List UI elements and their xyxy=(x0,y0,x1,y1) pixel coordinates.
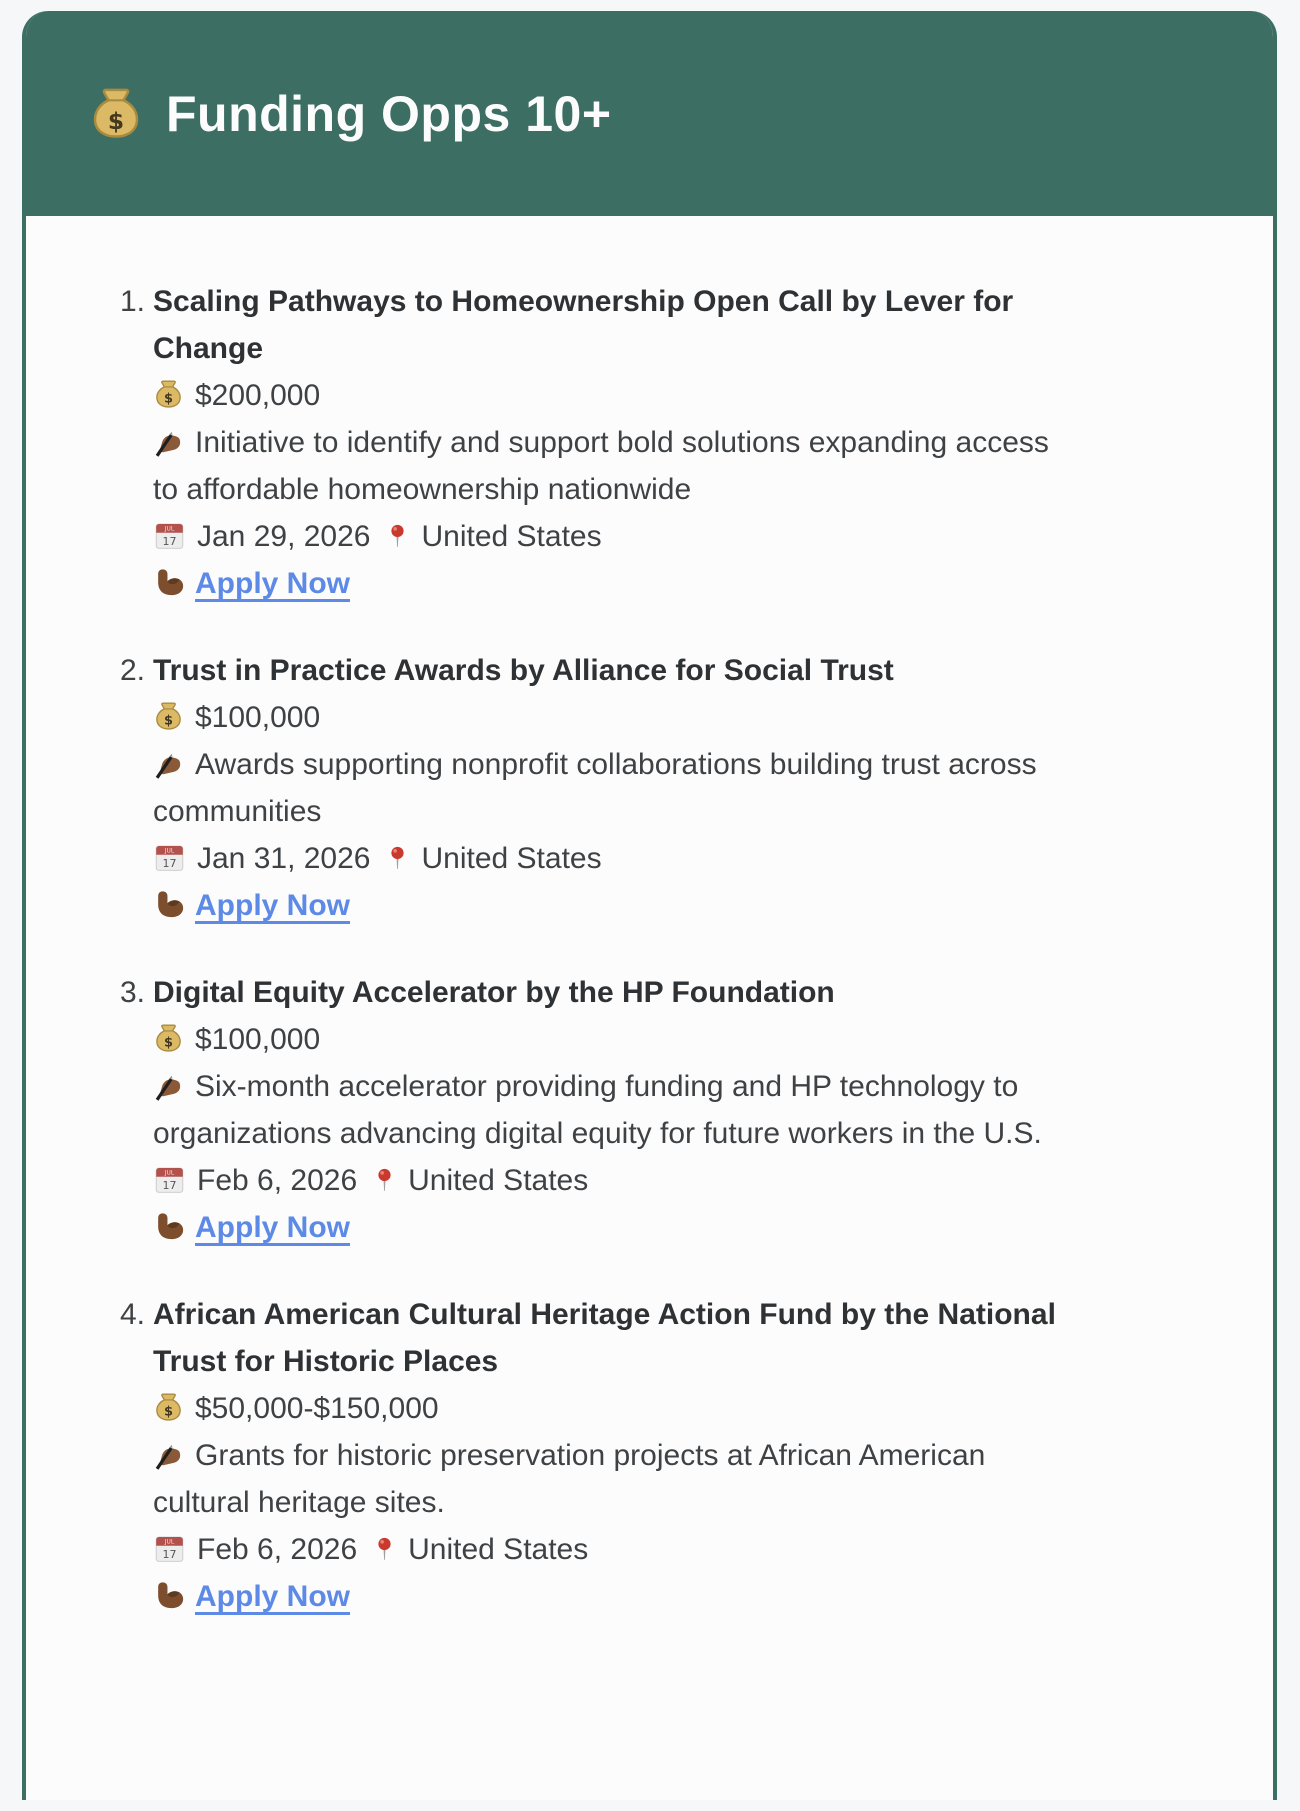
list-item xyxy=(120,1291,1217,1620)
moneybag-icon xyxy=(153,1392,184,1423)
description-line xyxy=(153,741,1073,835)
writing-hand-icon xyxy=(153,748,184,779)
item-number: 4. xyxy=(120,1298,146,1331)
amount-value: $100,000 xyxy=(195,701,321,734)
deadline-date: Jan 29, 2026 xyxy=(197,520,371,553)
flexed-biceps-icon xyxy=(153,1580,184,1611)
amount-line xyxy=(153,1016,1073,1063)
list-item xyxy=(120,278,1217,607)
item-title: African American Cultural Heritage Action Fund by the National Trust for Historic Places xyxy=(153,1298,1056,1378)
description-line xyxy=(153,1432,1073,1526)
deadline-date: Jan 31, 2026 xyxy=(197,842,371,875)
moneybag-icon xyxy=(153,1023,184,1054)
location-text: United States xyxy=(421,520,602,553)
writing-hand-icon xyxy=(153,1439,184,1470)
item-title: Trust in Practice Awards by Alliance for Social Trust xyxy=(153,654,894,687)
calendar-icon xyxy=(153,1163,186,1196)
apply-now-link[interactable]: Apply Now xyxy=(195,567,350,600)
description-text: Initiative to identify and support bold solutions expanding access to affordable homeownership nationwide xyxy=(153,426,1049,506)
funding-list xyxy=(26,278,1217,1620)
amount-line xyxy=(153,372,1073,419)
writing-hand-icon xyxy=(153,426,184,457)
apply-line xyxy=(153,560,1073,607)
item-title: Scaling Pathways to Homeownership Open Call by Lever for Change xyxy=(153,285,1014,365)
meta-line xyxy=(153,513,1073,560)
flexed-biceps-icon xyxy=(153,1211,184,1242)
writing-hand-icon xyxy=(153,1070,184,1101)
apply-now-link[interactable]: Apply Now xyxy=(195,889,350,922)
item-number: 2. xyxy=(120,654,146,687)
item-title: Digital Equity Accelerator by the HP Foundation xyxy=(153,976,835,1009)
description-text: Grants for historic preservation projects at African American cultural heritage sites. xyxy=(153,1439,986,1519)
apply-line xyxy=(153,882,1073,929)
amount-value: $100,000 xyxy=(195,1023,321,1056)
list-item xyxy=(120,969,1217,1251)
page-title: Funding Opps 10+ xyxy=(166,85,612,142)
round-pushpin-icon xyxy=(385,842,410,873)
apply-now-link[interactable]: Apply Now xyxy=(195,1211,350,1244)
flexed-biceps-icon xyxy=(153,889,184,920)
calendar-icon xyxy=(153,841,186,874)
deadline-date: Feb 6, 2026 xyxy=(197,1533,358,1566)
flexed-biceps-icon xyxy=(153,567,184,598)
list-item xyxy=(120,647,1217,929)
round-pushpin-icon xyxy=(372,1533,397,1564)
amount-line xyxy=(153,694,1073,741)
page xyxy=(0,11,1300,1811)
description-text: Six-month accelerator providing funding and HP technology to organizations advancing digital equity for future workers in the U.S. xyxy=(153,1070,1042,1150)
meta-line xyxy=(153,1526,1073,1573)
description-line xyxy=(153,419,1073,513)
apply-line xyxy=(153,1204,1073,1251)
round-pushpin-icon xyxy=(372,1164,397,1195)
amount-value: $200,000 xyxy=(195,379,321,412)
round-pushpin-icon xyxy=(385,520,410,551)
description-text: Awards supporting nonprofit collaborations building trust across communities xyxy=(153,748,1037,828)
item-number: 1. xyxy=(120,285,146,318)
location-text: United States xyxy=(408,1533,589,1566)
apply-line xyxy=(153,1573,1073,1620)
item-number: 3. xyxy=(120,976,146,1009)
card-body xyxy=(26,216,1273,1710)
amount-value: $50,000-$150,000 xyxy=(195,1392,439,1425)
funding-card xyxy=(22,11,1277,1800)
meta-line xyxy=(153,1157,1073,1204)
card-header xyxy=(26,11,1273,216)
description-line xyxy=(153,1063,1073,1157)
location-text: United States xyxy=(408,1164,589,1197)
calendar-icon xyxy=(153,1532,186,1565)
deadline-date: Feb 6, 2026 xyxy=(197,1164,358,1197)
apply-now-link[interactable]: Apply Now xyxy=(195,1580,350,1613)
meta-line xyxy=(153,835,1073,882)
location-text: United States xyxy=(421,842,602,875)
amount-line xyxy=(153,1385,1073,1432)
moneybag-icon xyxy=(153,701,184,732)
moneybag-icon xyxy=(153,379,184,410)
calendar-icon xyxy=(153,519,186,552)
moneybag-icon xyxy=(88,86,144,142)
